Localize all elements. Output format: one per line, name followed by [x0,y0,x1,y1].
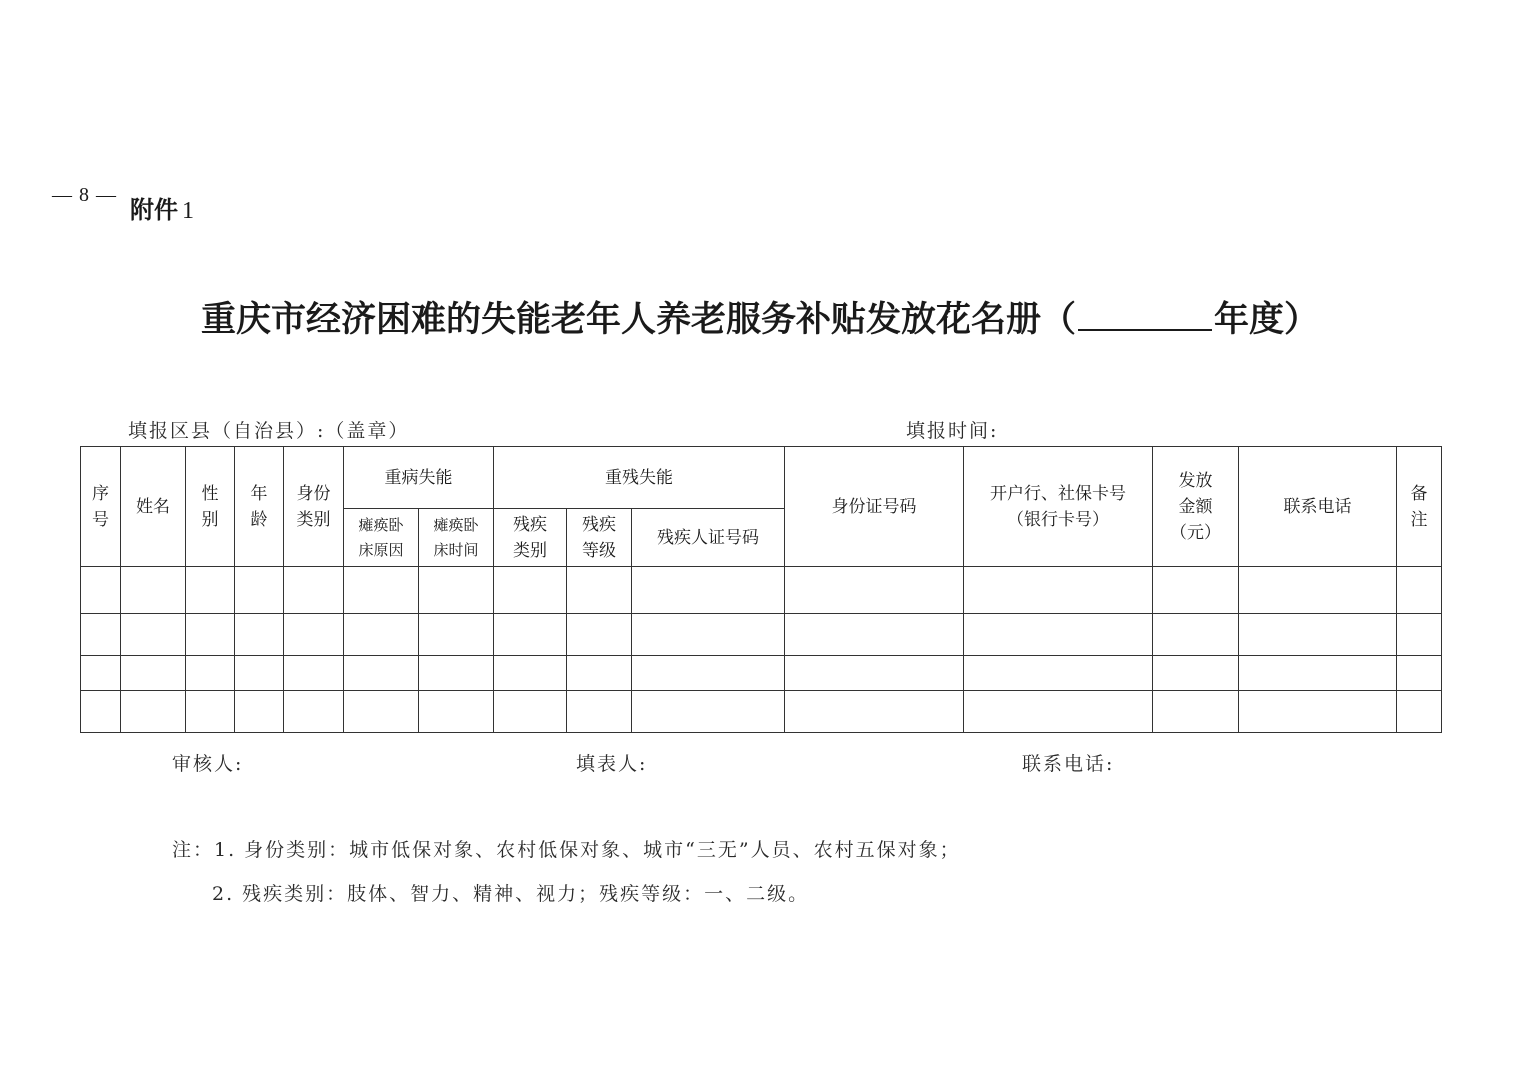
header-remark: 备 注 [1397,447,1442,567]
header-phone: 联系电话 [1239,447,1397,567]
page-number: — 8 — [52,184,117,206]
attachment-number: 1 [182,198,194,224]
table-row [81,691,1442,733]
note-line-1: 注：1. 身份类别：城市低保对象、农村低保对象、城市“三无”人员、农村五保对象； [172,839,961,861]
header-id-number: 身份证号码 [785,447,964,567]
header-amount: 发放 金额 （元） [1153,447,1239,567]
header-severe-illness: 重病失能 [344,447,494,509]
fill-time-label: 填报时间: [906,420,999,442]
header-bank: 开户行、社保卡号 （银行卡号） [964,447,1153,567]
header-seq: 序 号 [81,447,121,567]
header-severe-disability: 重残失能 [494,447,785,509]
title-year-blank [1078,301,1212,331]
table-row [81,567,1442,614]
filler-label: 填表人: [576,753,648,775]
reviewer-label: 审核人: [172,753,244,775]
header-gender: 性 别 [186,447,235,567]
header-bedridden-time: 瘫痪卧 床时间 [419,509,494,567]
fill-district-label: 填报区县（自治县）:（盖章） [128,420,410,442]
header-age: 年 龄 [235,447,284,567]
title-text-after: 年度） [1214,300,1320,340]
header-disability-cert: 残疾人证号码 [632,509,785,567]
attachment-label [130,190,194,225]
note-line-2: 2. 残疾类别：肢体、智力、精神、视力；残疾等级：一、二级。 [212,883,810,905]
header-disability-type: 残疾 类别 [494,509,567,567]
table-row [81,656,1442,691]
title-text-before: 重庆市经济困难的失能老年人养老服务补贴发放花名册（ [200,300,1076,340]
header-disability-level: 残疾 等级 [567,509,632,567]
header-identity-type: 身份 类别 [284,447,344,567]
table-row [81,614,1442,656]
page-title [0,292,1520,342]
roster-table [80,446,1442,733]
attachment-text: 附件 [130,196,178,224]
header-bedridden-cause: 瘫痪卧 床原因 [344,509,419,567]
header-name: 姓名 [121,447,186,567]
contact-phone-label: 联系电话: [1022,753,1115,775]
